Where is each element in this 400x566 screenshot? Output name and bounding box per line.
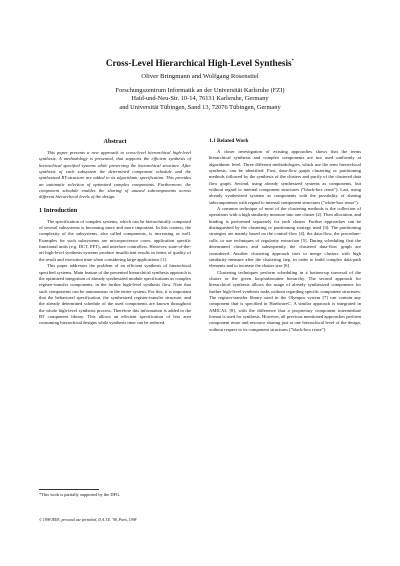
affiliation [0, 87, 400, 112]
introduction-heading: 1 Introduction [39, 206, 78, 214]
copyright-notice: © 1998 IEEE, personal use permitted, D.A.T.E. '98, Paris, 1998 [39, 518, 137, 522]
body-paragraph: A common technique of most of the clustering methods is the collection of operations with a high similarity measure into one cluster [2]. Then allocation, and binding is performed separately for each cluster. Further approaches can be distinguished by the clustering or partitioning strategy used [3]. The partitioning strategies are mainly based on the control-flow [4], the data-flow, the procedure-calls, or use techniques of regularity extraction [5]. During scheduling first the determined clusters and subsequently the clustered data-flow graph are considered. Another clustering approach tries to merge clusters with high similarity measure after the clustering step, in order to build complex data-path elements and to increase the cluster size [6]. [209, 206, 361, 269]
paper-title [0, 56, 400, 70]
left-column [39, 138, 191, 327]
body-paragraph: This paper addresses the problem of an efficient synthesis of hierarchical specified systems. Main feature of the presented hierarchical synthesis approach is the optimized integration of already synthesized module specifications as complex register-transfer components, in the further high-level synthesis flow. Note that such components can be autonomous in the entire system. For this, it is important that the behavioral specification, the synthesized register-transfer structure, and the already determined schedule of the used components are known throughout the whole high-level synthesis process. Therefore this information is added to the RT component library. This allows an efficient specification of less area consuming hierarchical designs while synthesis time can be reduced. [39, 263, 191, 326]
body-paragraph: The specification of complex systems, which can be hierarchically composed of several subsystems is becoming more and more important. In this context, the complexity of the subsystems, also called components, is increasing as well. Examples for such subsystems are microprocessor cores, application specific functional units (e.g. DCT, FFT), and interface controllers. However, state-of-the-art high-level synthesis systems produce insufficient results in terms of quality of the result and execution time when considering large applications [1]. [39, 218, 191, 262]
title-footnote-mark: * [291, 59, 295, 64]
footnote-area [39, 489, 191, 498]
body-paragraph: Clustering techniques perform scheduling in a bottom-up traversal of the cluster or the given loop/subroutine hierarchy. The second approach for hierarchical synthesis allows the usage of already synthesized components for further high-level synthesis tasks without regarding specific component structures. The register-transfer library used in the Olympus system [7] can contain any component that is specified in HardwareC. A similar approach is integrated in AMICAL [8], with the difference that a proprietary component intermediate format is used for synthesis. However, all previous mentioned approaches perform component reuse and resource sharing just at one hierarchical level of the design, without respect to its component structures ("black-box reuse"). [209, 269, 361, 332]
right-column [209, 138, 361, 333]
footnote-rule [39, 489, 99, 490]
authors: Oliver Bringmann and Wolfgang Rosenstiel [141, 73, 259, 80]
body-paragraph: A closer investigation of existing approaches shows that the terms hierarchical synthesis and complex components are not used uniformly at algorithmic level. Three different methodologies, which use the term hierarchical synthesis, can be identified: First, data-flow graph clustering or partitioning methods followed by the synthesis of the clusters and purify of the clustered data flow graph. Second, using already synthesized systems as components, but without regard to internal component structures ("black-box reuse"). Last, using already synthesized systems as components with the possibility of sharing subcomponents with regard to internal component structures ("white-box reuse"). [209, 149, 361, 205]
affiliation-line: Haid-und-Neu-Str. 10-14, 76131 Karlsruhe, Germany [131, 95, 269, 103]
paper-title-text: Cross-Level Hierarchical High-Level Synthesis [105, 59, 292, 70]
abstract-text: This paper presents a new approach to cross-level hierarchical high-level synthesis. A methodology is presented, that supports the efficient synthesis of hierarchical specified systems while preserving the hierarchical structure. After synthesis of each subsystem the determined component schedule and the synthesized RT-structure are added to its algorithmic specification. This provides an automatic selection of optimized complex components. Furthermore, the component schedule enables the sharing of unused subcomponents across different hierarchical levels of the design. [39, 150, 191, 200]
abstract-heading: Abstract [103, 138, 127, 145]
footnote: *This work is partially supported by the DFG. [39, 492, 121, 497]
related-work-heading: 1.1 Related Work [209, 138, 249, 144]
affiliation-line: and Universität Tübingen, Sand 13, 72076 Tübingen, Germany [119, 103, 281, 111]
abstract [39, 150, 191, 201]
affiliation-line: Forschungszentrum Informatik an der Universität Karlsruhe (FZI) [115, 87, 285, 94]
